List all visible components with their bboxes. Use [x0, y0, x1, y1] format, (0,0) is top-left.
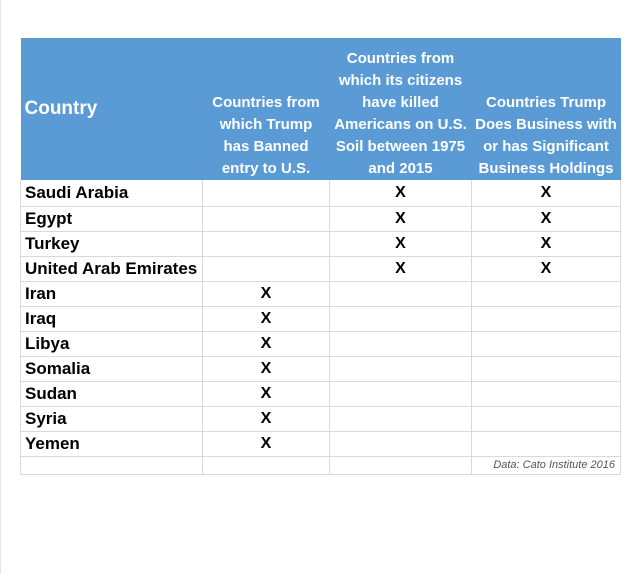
country-cell: Libya: [21, 331, 203, 356]
banned-cell: X: [203, 331, 330, 356]
killed-cell: X: [330, 231, 472, 256]
header-banned: [203, 38, 330, 180]
killed-cell: [330, 406, 472, 431]
killed-cell: [330, 356, 472, 381]
source-note: Data: Cato Institute 2016: [472, 456, 621, 474]
business-cell: X: [472, 180, 621, 206]
table-row: [21, 231, 621, 256]
banned-cell: X: [203, 356, 330, 381]
header-business-label: Countries Trump Does Business with or has Significant Business Holdings: [475, 94, 617, 177]
header-killed: [330, 38, 472, 180]
country-comparison-table: [20, 38, 621, 475]
table-row: [21, 356, 621, 381]
business-cell: [472, 306, 621, 331]
business-cell: [472, 406, 621, 431]
table-row: [21, 331, 621, 356]
banned-cell: X: [203, 381, 330, 406]
business-cell: [472, 331, 621, 356]
empty-cell: [203, 456, 330, 474]
empty-cell: [330, 456, 472, 474]
business-cell: [472, 356, 621, 381]
country-cell: Sudan: [21, 381, 203, 406]
table-row: [21, 206, 621, 231]
banned-cell: X: [203, 306, 330, 331]
killed-cell: [330, 306, 472, 331]
empty-cell: [21, 456, 203, 474]
killed-cell: X: [330, 206, 472, 231]
country-cell: Syria: [21, 406, 203, 431]
table-footer-row: [21, 456, 621, 474]
banned-cell: X: [203, 406, 330, 431]
killed-cell: [330, 331, 472, 356]
country-cell: Iran: [21, 281, 203, 306]
table-row: [21, 306, 621, 331]
banned-cell: [203, 231, 330, 256]
country-cell: Yemen: [21, 431, 203, 456]
country-cell: Iraq: [21, 306, 203, 331]
business-cell: X: [472, 231, 621, 256]
banned-cell: X: [203, 281, 330, 306]
killed-cell: [330, 281, 472, 306]
country-cell: United Arab Emirates: [21, 256, 203, 281]
business-cell: X: [472, 206, 621, 231]
table-row: [21, 406, 621, 431]
country-cell: Saudi Arabia: [21, 180, 203, 206]
table-row: [21, 431, 621, 456]
header-killed-label: Countries from which its citizens have killed Americans on U.S. Soil between 1975 and 2015: [334, 50, 467, 177]
banned-cell: [203, 180, 330, 206]
killed-cell: X: [330, 256, 472, 281]
table-row: [21, 256, 621, 281]
table-header-row: [21, 38, 621, 180]
business-cell: X: [472, 256, 621, 281]
table-row: [21, 381, 621, 406]
banned-cell: [203, 256, 330, 281]
banned-cell: X: [203, 431, 330, 456]
header-banned-label: Countries from which Trump has Banned entry to U.S.: [212, 94, 320, 177]
killed-cell: [330, 431, 472, 456]
country-cell: Somalia: [21, 356, 203, 381]
table-row: [21, 281, 621, 306]
business-cell: [472, 281, 621, 306]
business-cell: [472, 431, 621, 456]
banned-cell: [203, 206, 330, 231]
country-cell: Egypt: [21, 206, 203, 231]
table-row: [21, 180, 621, 206]
killed-cell: [330, 381, 472, 406]
country-cell: Turkey: [21, 231, 203, 256]
header-country: Country: [21, 38, 203, 180]
killed-cell: X: [330, 180, 472, 206]
business-cell: [472, 381, 621, 406]
header-business: [472, 38, 621, 180]
